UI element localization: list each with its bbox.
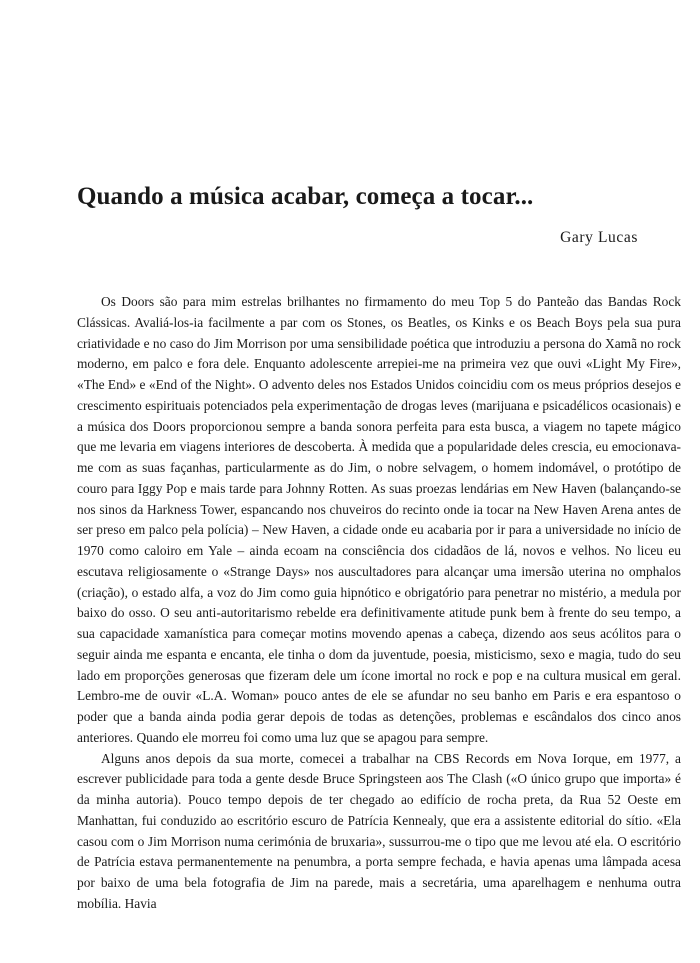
chapter-title: Quando a música acabar, começa a tocar... <box>77 183 534 210</box>
body-text <box>77 292 681 915</box>
chapter-author: Gary Lucas <box>560 229 638 246</box>
paragraph: Os Doors são para mim estrelas brilhantes no firmamento do meu Top 5 do Panteão das Bandas Rock Clássicas. Avaliá-los-ia facilmente a par com os Stones, os Beatles, os Kinks e os Beach Boys pela sua pura criatividade e no caso do Jim Morrison por uma sensibilidade poética que introduziu a persona do Xamã no rock moderno, em palco e fora dele. Enquanto adolescente arrepiei-me na primeira vez que ouvi «Light My Fire», «The End» e «End of the Night». O advento deles nos Estados Unidos coincidiu com os meus próprios desejos e crescimento espirituais potenciados pela experimentação de drogas leves (marijuana e psicadélicos ocasionais) e a música dos Doors proporcionou sempre a banda sonora perfeita para esta busca, a viagem no tapete mágico que me levaria em viagens interiores de descoberta. À medida que a popularidade deles crescia, eu emocionava-me com as suas façanhas, particularmente as do Jim, o nobre selvagem, o homem indomável, o protótipo de couro para Iggy Pop e mais tarde para Johnny Rotten. As suas proezas lendárias em New Haven (balançando-se nos sinos da Harkness Tower, espancando nos chuveiros do recinto onde ia tocar na New Haven Arena antes de ser preso em palco pela polícia) – New Haven, a cidade onde eu acabaria por ir para a universidade no início de 1970 como caloiro em Yale – ainda ecoam na consciência dos cidadãos de lá, novos e velhos. No liceu eu escutava religiosamente o «Strange Days» nos auscultadores para alcançar uma imersão uterina no omphalos (criação), o estado alfa, a voz do Jim como guia hipnótico e obrigatório para penetrar no mistério, a medula por baixo do osso. O seu anti-autoritarismo rebelde era definitivamente atitude punk bem à frente do seu tempo, a sua capacidade xamanística para começar motins movendo apenas a cabeça, dizendo aos seus acólitos para o seguir ainda me espanta e encanta, ele tinha o dom da juventude, poesia, misticismo, sexo e magia, tudo do seu lado em proporções generosas que fizeram dele um ícone imortal no rock e pop e na cultura musical em geral. Lembro-me de ouvir «L.A. Woman» pouco antes de ele se afundar no seu banho em Paris e era espantoso o poder que a banda ainda podia gerar depois de todas as detenções, problemas e escândalos dos cinco anos anteriores. Quando ele morreu foi como uma luz que se apagou para sempre. <box>77 294 681 745</box>
paragraph: Alguns anos depois da sua morte, comecei a trabalhar na CBS Records em Nova Iorque, em 1977, a escrever publicidade para toda a gente desde Bruce Springsteen aos The Clash («O único grupo que importa» é da minha autoria). Pouco tempo depois de ter chegado ao edifício de rocha preta, da Rua 52 Oeste em Manhattan, fui conduzido ao escritório escuro de Patrícia Kennealy, que era a assistente editorial do sítio. «Ela casou com o Jim Morrison numa cerimónia de bruxaria», sussurrou-me o tipo que me levou até ela. O escritório de Patrícia estava permanentemente na penumbra, a porta sempre fechada, e havia apenas uma lâmpada acesa por baixo de uma bela fotografia de Jim na parede, mais a secretária, uma aparelhagem e nenhuma outra mobília. Havia <box>77 750 681 911</box>
